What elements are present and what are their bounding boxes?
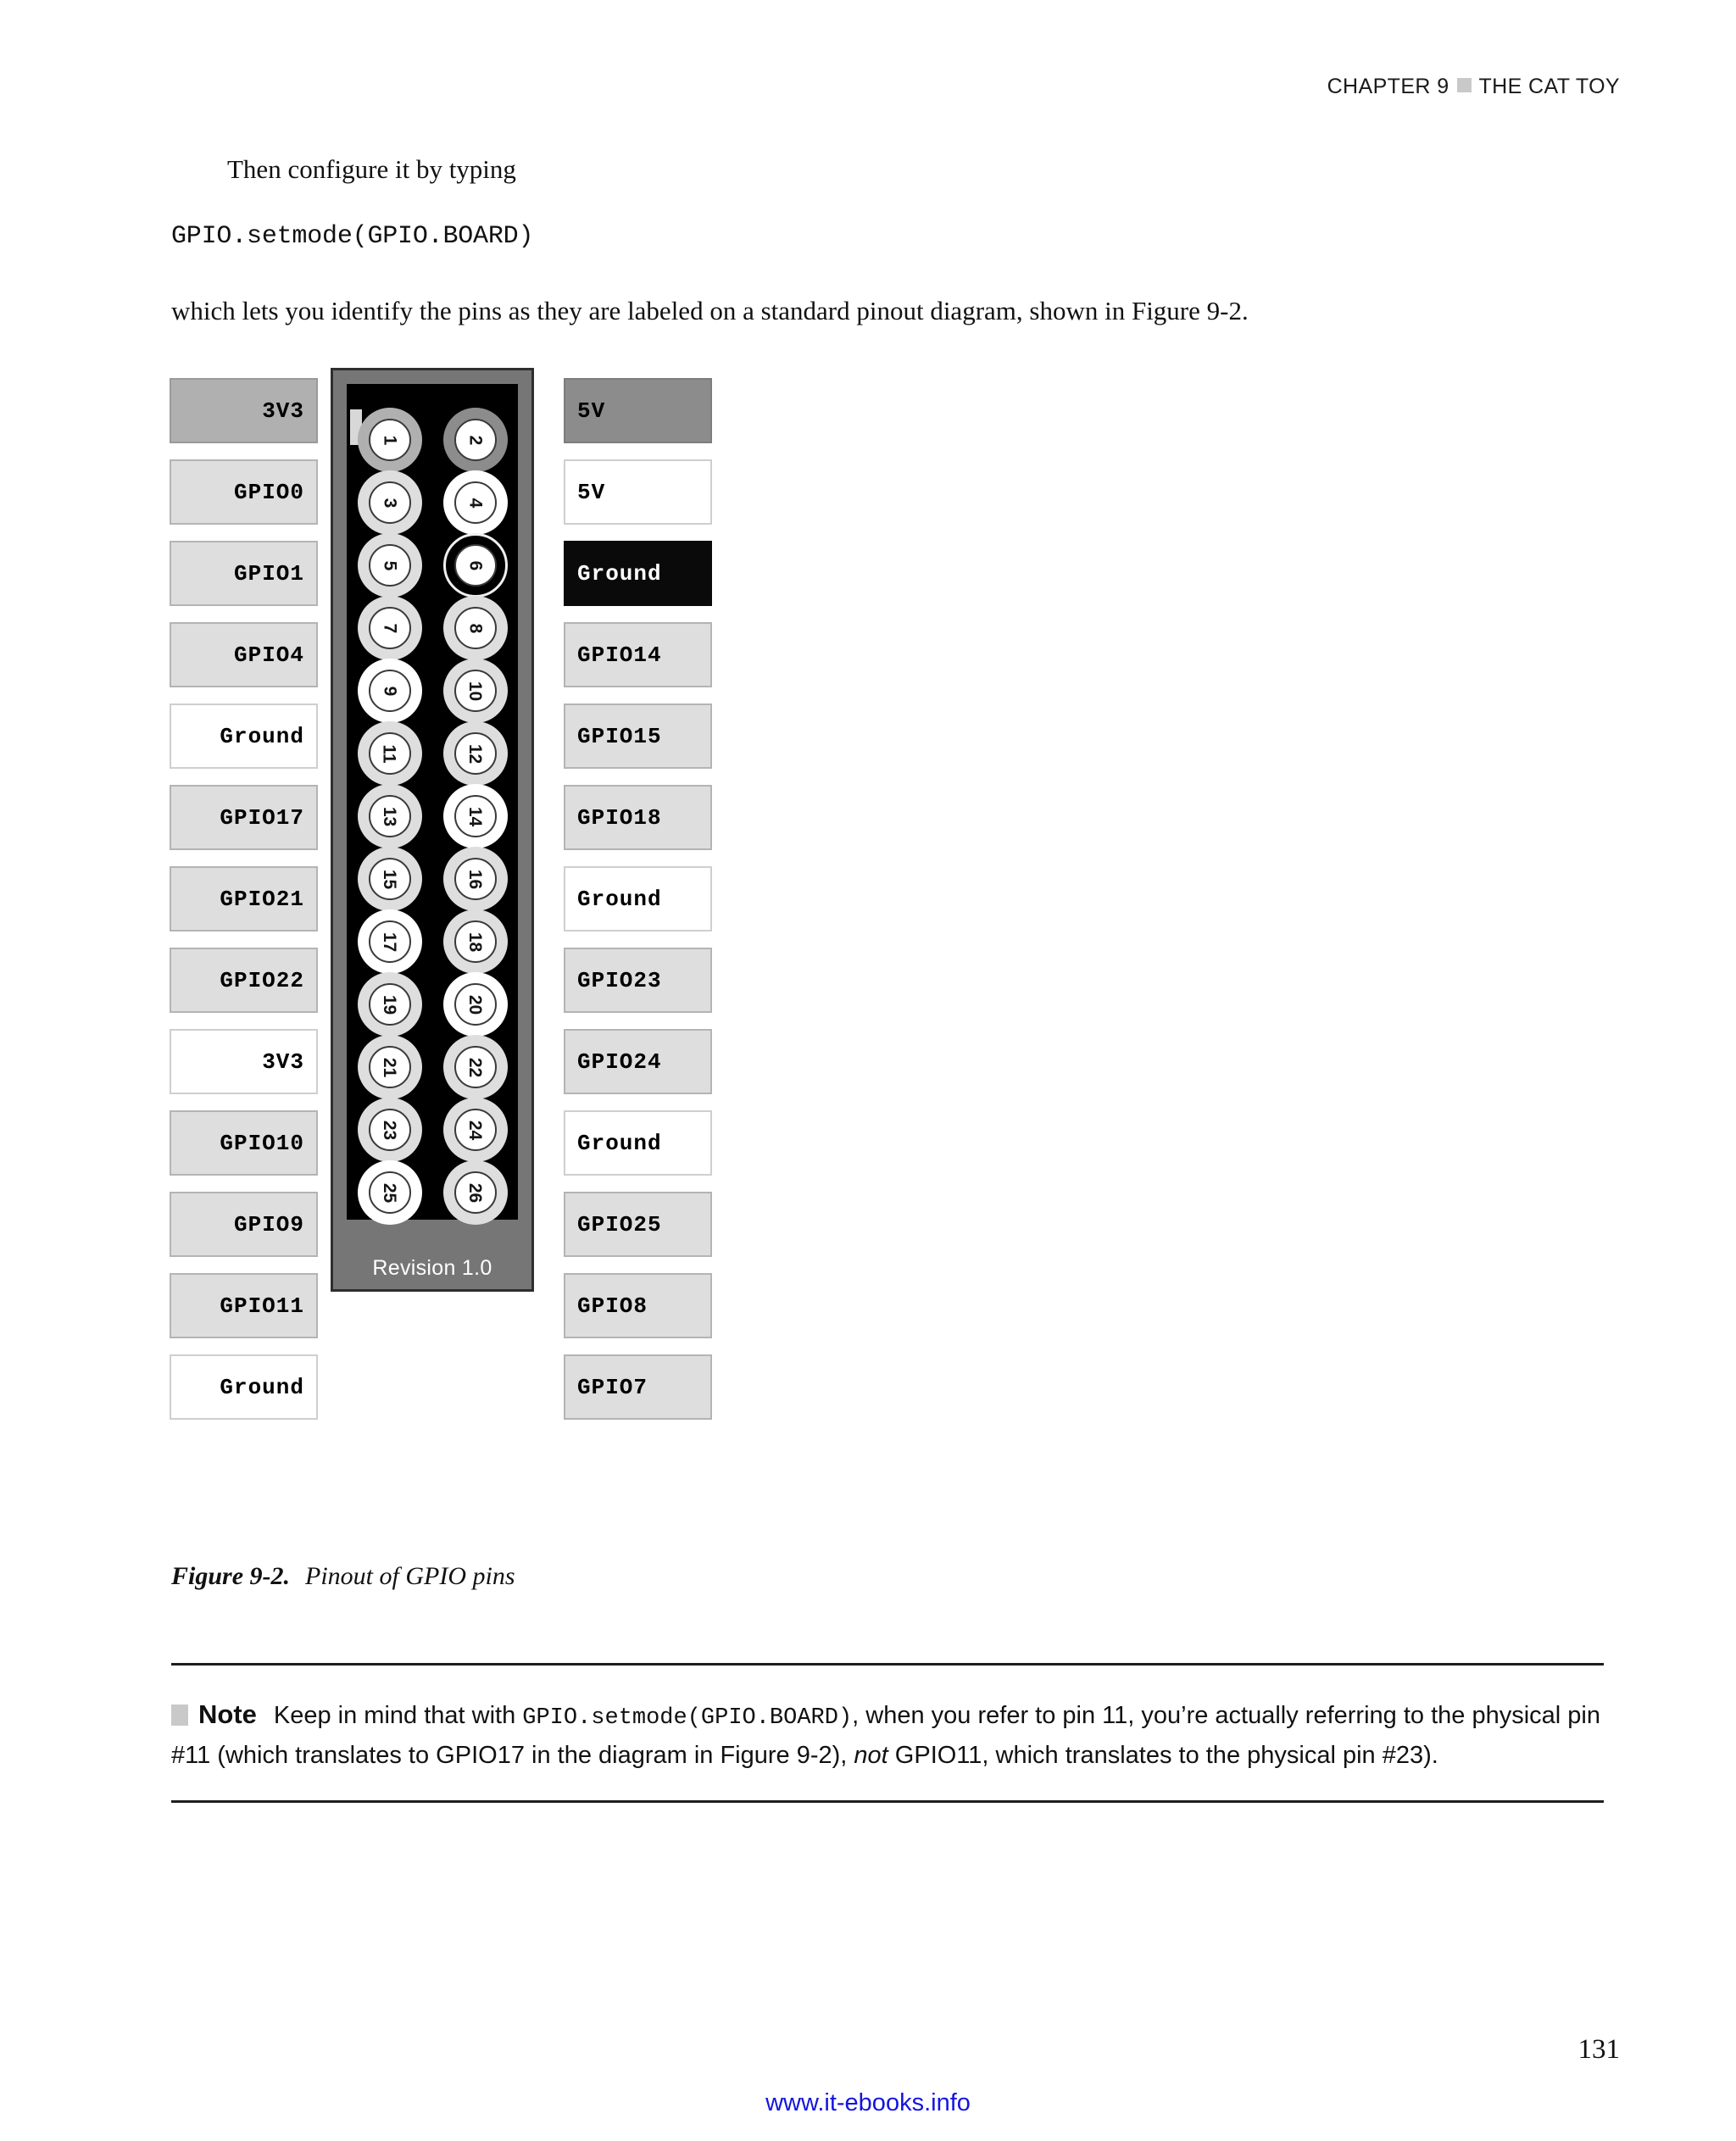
pin-label-right-13: GPIO7 (564, 1354, 712, 1420)
gpio-pin-number-7: 7 (380, 623, 399, 633)
gpio-pin-number-13: 13 (379, 806, 399, 826)
gpio-pin-number-1: 1 (380, 435, 399, 445)
gpio-pin-pad-1 (369, 419, 411, 461)
gpio-pin-number-14: 14 (465, 806, 485, 826)
gpio-pin-pad-10 (454, 670, 497, 712)
gpio-pin-number-8: 8 (465, 623, 485, 633)
gpio-pinout-figure (170, 378, 712, 1532)
gpio-pin-pad-9 (369, 670, 411, 712)
note-text-part3: GPIO11, which translates to the physical pin #23). (887, 1741, 1438, 1769)
gpio-pin-pad-24 (454, 1109, 497, 1151)
gpio-pin-pad-11 (369, 732, 411, 775)
gpio-pin-pad-6 (454, 544, 497, 587)
gpio-pin-number-10: 10 (465, 681, 485, 701)
note-code-setmode: GPIO.setmode(GPIO.BOARD) (522, 1705, 853, 1731)
gpio-pin-pad-7 (369, 607, 411, 649)
gpio-pin-number-15: 15 (379, 869, 399, 889)
gpio-pin-26 (443, 1160, 508, 1225)
gpio-pin-number-22: 22 (465, 1057, 485, 1077)
gpio-pin-number-3: 3 (380, 498, 399, 508)
gpio-pin-pad-20 (454, 983, 497, 1026)
pin-label-left-4: GPIO4 (170, 622, 318, 687)
pin-label-right-12: GPIO8 (564, 1273, 712, 1338)
pin-label-right-8: GPIO23 (564, 948, 712, 1013)
gpio-pin-pad-16 (454, 858, 497, 900)
gpio-pin-number-26: 26 (465, 1182, 485, 1203)
gpio-pin-number-25: 25 (379, 1182, 399, 1203)
following-paragraph: which lets you identify the pins as they are labeled on a standard pinout diagram, shown in Figure 9-2. (171, 296, 1249, 325)
gpio-pin-number-2: 2 (465, 435, 485, 445)
gpio-pin-pad-4 (454, 481, 497, 524)
note-label: Note (198, 1699, 257, 1729)
gpio-pin-pad-18 (454, 920, 497, 963)
pin-label-left-2: GPIO0 (170, 459, 318, 525)
pin-label-right-6: GPIO18 (564, 785, 712, 850)
gpio-pin-pad-17 (369, 920, 411, 963)
revision-label: Revision 1.0 (372, 1256, 492, 1280)
gpio-pin-pad-3 (369, 481, 411, 524)
pin-label-column-right (564, 378, 712, 1436)
note-body (171, 1666, 1604, 1800)
gpio-pin-number-6: 6 (465, 560, 485, 570)
site-footer-link[interactable]: www.it-ebooks.info (765, 2089, 971, 2116)
pin-label-right-9: GPIO24 (564, 1029, 712, 1094)
gpio-pin-number-4: 4 (465, 498, 485, 508)
pin-label-right-7: Ground (564, 866, 712, 931)
pin-label-right-2: 5V (564, 459, 712, 525)
pin-label-right-3: Ground (564, 541, 712, 606)
pin-label-left-9: 3V3 (170, 1029, 318, 1094)
pin-label-right-11: GPIO25 (564, 1192, 712, 1257)
pin-label-left-12: GPIO11 (170, 1273, 318, 1338)
gpio-pin-number-20: 20 (465, 994, 485, 1015)
pin-label-right-5: GPIO15 (564, 703, 712, 769)
gpio-pin-pad-14 (454, 795, 497, 837)
gpio-pin-number-19: 19 (379, 994, 399, 1015)
note-text-part2: , when you refer to pin 11, you’re actually referring to the physical pin #11 (which translates to GPIO17 in the diagram in Figure 9-2), (171, 1702, 1600, 1769)
pin-label-left-6: GPIO17 (170, 785, 318, 850)
header-square-bullet-icon (1457, 78, 1472, 92)
pin-label-left-13: Ground (170, 1354, 318, 1420)
gpio-pin-pad-13 (369, 795, 411, 837)
gpio-pin-pad-22 (454, 1046, 497, 1088)
note-bottom-rule (171, 1800, 1604, 1803)
gpio-pin-25 (358, 1160, 422, 1225)
pin-label-left-7: GPIO21 (170, 866, 318, 931)
pin-label-right-10: Ground (564, 1110, 712, 1176)
gpio-pin-number-16: 16 (465, 869, 485, 889)
pin-label-column-left (170, 378, 318, 1436)
intro-paragraph: Then configure it by typing (227, 154, 516, 184)
gpio-connector-inner (347, 384, 518, 1220)
gpio-pin-pad-23 (369, 1109, 411, 1151)
gpio-pin-number-17: 17 (379, 931, 399, 952)
gpio-pin-pad-2 (454, 419, 497, 461)
gpio-pin-number-12: 12 (465, 743, 485, 764)
pin-label-left-8: GPIO22 (170, 948, 318, 1013)
figure-caption (171, 1562, 515, 1591)
pin-label-left-3: GPIO1 (170, 541, 318, 606)
gpio-pin-number-24: 24 (465, 1120, 485, 1140)
gpio-pin-pad-21 (369, 1046, 411, 1088)
running-header-title: THE CAT TOY (1478, 75, 1620, 98)
gpio-pin-pad-25 (369, 1171, 411, 1214)
gpio-pin-number-11: 11 (379, 743, 399, 764)
note-text-part1: Keep in mind that with (273, 1702, 523, 1729)
pin-label-right-1: 5V (564, 378, 712, 443)
note-square-bullet-icon (171, 1704, 188, 1726)
pin-label-left-10: GPIO10 (170, 1110, 318, 1176)
note-emphasis-not: not (854, 1741, 888, 1769)
gpio-pin-number-5: 5 (380, 560, 399, 570)
gpio-pin-number-21: 21 (379, 1057, 399, 1077)
note-block (171, 1663, 1604, 1803)
gpio-pin-number-9: 9 (380, 686, 399, 696)
gpio-pin-pad-5 (369, 544, 411, 587)
gpio-pin-number-23: 23 (379, 1120, 399, 1140)
pin-label-left-11: GPIO9 (170, 1192, 318, 1257)
page-number: 131 (1577, 2034, 1620, 2065)
figure-caption-label: Figure 9-2. (171, 1562, 291, 1590)
gpio-pin-number-18: 18 (465, 931, 485, 952)
code-line-setmode: GPIO.setmode(GPIO.BOARD) (171, 222, 534, 251)
pin-label-left-1: 3V3 (170, 378, 318, 443)
gpio-connector (331, 368, 534, 1292)
running-header (1327, 75, 1620, 99)
pin-label-right-4: GPIO14 (564, 622, 712, 687)
figure-caption-title: Pinout of GPIO pins (305, 1562, 515, 1590)
pin-label-left-5: Ground (170, 703, 318, 769)
pin-row-13 (347, 1152, 518, 1233)
gpio-pin-pad-26 (454, 1171, 497, 1214)
gpio-pin-pad-8 (454, 607, 497, 649)
gpio-pin-pad-12 (454, 732, 497, 775)
gpio-pin-pad-19 (369, 983, 411, 1026)
running-header-chapter: CHAPTER 9 (1327, 75, 1449, 98)
gpio-pin-pad-15 (369, 858, 411, 900)
